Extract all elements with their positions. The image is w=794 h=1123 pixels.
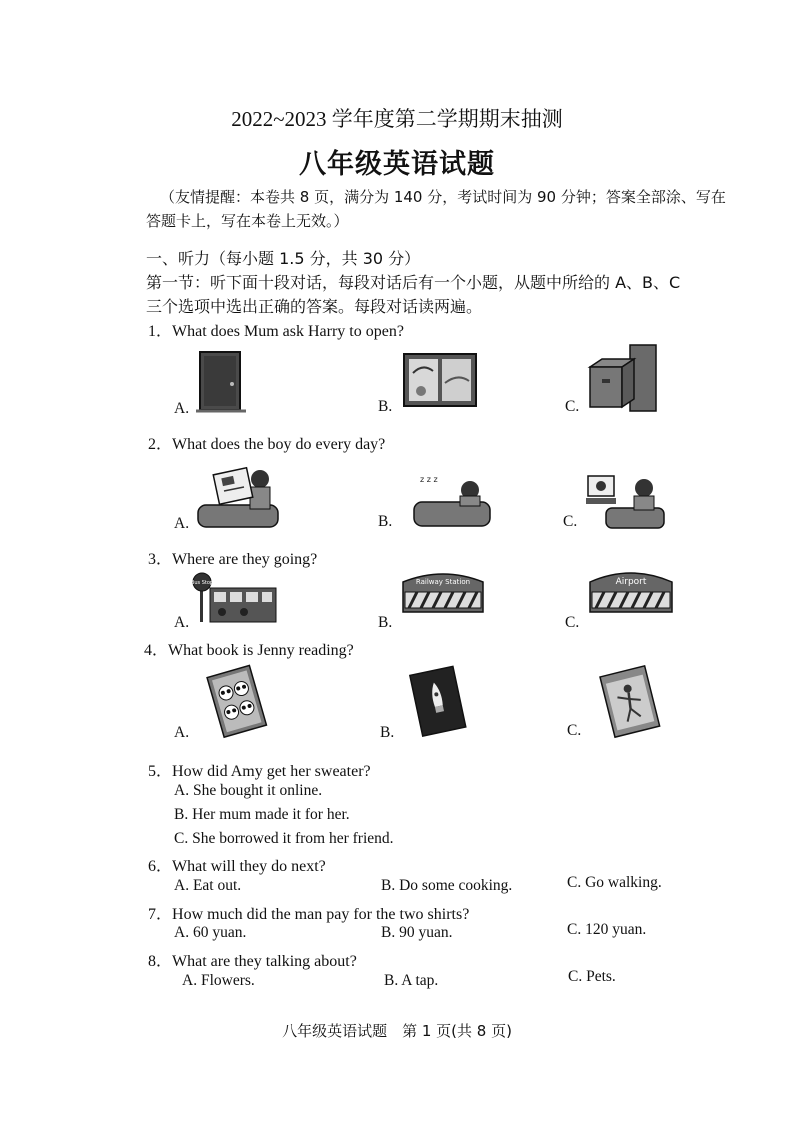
page-footer: 八年级英语试题 第 1 页(共 8 页) — [282, 1022, 512, 1040]
question-number: 2． — [148, 436, 173, 453]
q5-option-b[interactable]: B. Her mum made it for her. — [174, 806, 350, 823]
q3-option-c[interactable]: C. — [565, 614, 580, 631]
boy-reading-newspaper-image — [194, 465, 282, 529]
question-5 — [148, 758, 371, 781]
q1-option-c[interactable]: C. — [565, 398, 580, 415]
q4-option-b[interactable]: B. — [380, 724, 395, 741]
q6-option-c[interactable]: C. Go walking. — [567, 874, 662, 891]
box-image — [586, 343, 658, 413]
exam-title: 八年级英语试题 — [299, 149, 495, 179]
question-text: How did Amy get her sweater? — [172, 763, 371, 780]
boy-sleeping-image — [408, 468, 492, 528]
door-image — [196, 350, 248, 414]
q8-option-a[interactable]: A. Flowers. — [182, 972, 255, 989]
q4-option-c[interactable]: C. — [567, 722, 582, 739]
q2-option-b[interactable]: B. — [378, 513, 393, 530]
q6-option-b[interactable]: B. Do some cooking. — [381, 877, 513, 894]
sports-book-image — [597, 664, 667, 740]
question-text: What does Mum ask Harry to open? — [172, 323, 404, 340]
q1-option-b[interactable]: B. — [378, 398, 393, 415]
svg-text:z z z: z z z — [420, 475, 438, 484]
section-heading: 一、听力（每小题 1.5 分，共 30 分） — [146, 249, 421, 268]
bus-stop-image — [190, 572, 278, 624]
question-1 — [148, 318, 404, 341]
question-number: 3． — [148, 551, 173, 568]
part-instruction-2: 三个选项中选出正确的答案。每段对话读两遍。 — [146, 297, 483, 316]
question-number: 6． — [148, 858, 173, 875]
q5-option-c[interactable]: C. She borrowed it from her friend. — [174, 830, 394, 847]
question-number: 7． — [148, 906, 173, 923]
question-number: 5． — [148, 763, 173, 780]
question-number: 4． — [144, 642, 169, 659]
question-text: What book is Jenny reading? — [168, 642, 354, 659]
q8-option-b[interactable]: B. A tap. — [384, 972, 439, 989]
boy-watching-tv-image — [584, 470, 666, 530]
question-text: Where are they going? — [172, 551, 318, 568]
question-text: What are they talking about? — [172, 953, 357, 970]
panda-book-image — [205, 664, 271, 740]
rocket-book-image — [408, 664, 470, 740]
question-3 — [148, 546, 317, 569]
q7-option-c[interactable]: C. 120 yuan. — [567, 921, 647, 938]
q2-option-c[interactable]: C. — [563, 513, 578, 530]
q1-option-a[interactable]: A. — [174, 400, 190, 417]
window-image — [403, 353, 477, 407]
notice-line-1: （友情提醒：本卷共 8 页，满分为 140 分，考试时间为 90 分钟；答案全部涂、写在 — [160, 188, 726, 206]
question-7 — [148, 901, 469, 924]
part-instruction-1: 第一节：听下面十段对话，每段对话后有一个小题，从题中所给的 A、B、C — [146, 273, 681, 292]
q2-option-a[interactable]: A. — [174, 515, 190, 532]
question-8 — [148, 948, 357, 971]
notice-line-2: 答题卡上，写在本卷上无效。） — [146, 212, 349, 230]
airport-sign-text: Airport — [615, 577, 647, 587]
q7-option-b[interactable]: B. 90 yuan. — [381, 924, 453, 941]
q6-option-a[interactable]: A. Eat out. — [174, 877, 242, 894]
q3-option-b[interactable]: B. — [378, 614, 393, 631]
q5-option-a[interactable]: A. She bought it online. — [174, 782, 323, 799]
railway-station-sign-text: Railway Station — [415, 578, 471, 586]
question-text: What does the boy do every day? — [172, 436, 386, 453]
railway-station-image — [401, 566, 485, 614]
question-2 — [148, 431, 385, 454]
question-4 — [144, 637, 354, 660]
airport-image — [588, 564, 674, 614]
q4-option-a[interactable]: A. — [174, 724, 190, 741]
question-text: What will they do next? — [172, 858, 326, 875]
q8-option-c[interactable]: C. Pets. — [568, 968, 616, 985]
q7-option-a[interactable]: A. 60 yuan. — [174, 924, 247, 941]
exam-period: 2022~2023 学年度第二学期期末抽测 — [231, 107, 563, 131]
question-number: 1． — [148, 323, 173, 340]
bus-stop-sign-text: Bus Stop — [190, 580, 214, 586]
question-text: How much did the man pay for the two shirts? — [172, 906, 470, 923]
question-number: 8． — [148, 953, 173, 970]
q3-option-a[interactable]: A. — [174, 614, 190, 631]
question-6 — [148, 853, 326, 876]
